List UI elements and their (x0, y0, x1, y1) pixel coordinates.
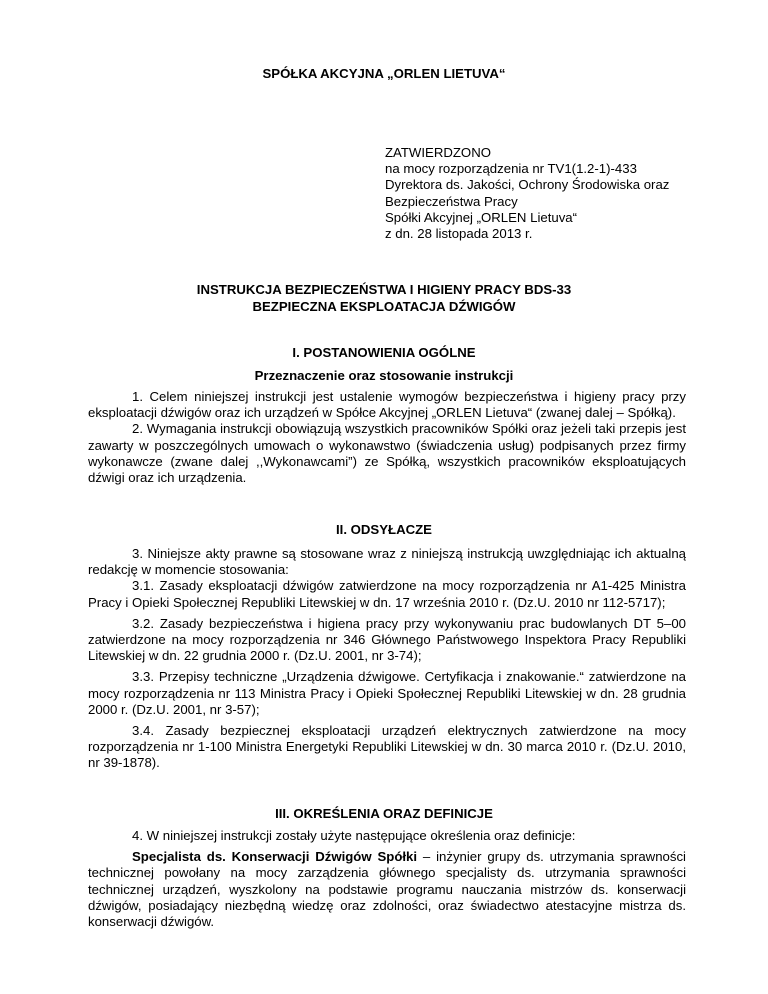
definition-term: Specjalista ds. Konserwacji Dźwigów Spółki (132, 849, 418, 865)
approval-line: ZATWIERDZONO (385, 145, 491, 160)
paragraph-3: 3. Niniejsze akty prawne są stosowane wraz z niniejszą instrukcją uwzględniając ich aktualną redakcję w momencie stosowania: (88, 546, 686, 578)
approval-line: Dyrektora ds. Jakości, Ochrony Środowiska oraz (385, 177, 670, 193)
definition-text: – inżynier grupy ds. utrzymania sprawności technicznej powołany na mocy zarządzenia głównego specjalisty ds. utrzymania sprawności technicznej urządzeń, wyszkolony na podstawie programu nauczania mistrzów ds. konserwacji dźwigów, posiadający niezbędną wiedzę oraz zdolności, oraz świadectwo atestacyjne mistrza ds. konserwacji dźwigów. (88, 849, 686, 930)
approval-line: na mocy rozporządzenia nr TV1(1.2-1)-433 (385, 161, 637, 177)
section-2-body (88, 546, 686, 772)
approval-line: Spółki Akcyjnej „ORLEN Lietuva“ (385, 209, 578, 225)
paragraph-3-4: 3.4. Zasady bezpiecznej eksploatacji urządzeń elektrycznych zatwierdzone na mocy rozporządzenia nr 1-100 Ministra Energetyki Republiki Litewskiej w dn. 30 marca 2010 r. (Dz.U. 2010, nr 39-1878). (88, 723, 686, 771)
title-line-2: BEZPIECZNA EKSPLOATACJA DŹWIGÓW (252, 298, 516, 314)
paragraph-2: 2. Wymagania instrukcji obowiązują wszystkich pracowników Spółki oraz jeżeli taki przepis jest zawarty w poszczególnych umowach o wykonawstwo (świadczenia usług) podpisanych przez firmy wykonawcze (zwane dalej ,,Wykonawcami”) ze Spółką, wszystkich pracowników eksploatujących dźwigi oraz ich urządzenia. (88, 421, 686, 486)
title-line-1: INSTRUKCJA BEZPIECZEŃSTWA I HIGIENY PRACY BDS-33 (196, 282, 572, 297)
definition-paragraph (88, 849, 686, 930)
paragraph-3-3: 3.3. Przepisy techniczne „Urządzenia dźwigowe. Certyfikacja i znakowanie.“ zatwierdzone na mocy rozporządzenia nr 113 Ministra Pracy i Opieki Społecznej Republiki Litewskiej w dn. 28 grudnia 2000 r. (Dz.U. 2001, nr 3-57); (88, 669, 686, 717)
document-title (0, 282, 768, 315)
paragraph-3-1: 3.1. Zasady eksploatacji dźwigów zatwierdzone na mocy rozporządzenia nr A1-425 Ministra Pracy i Opieki Społecznej Republiki Litewskiej w dn. 17 września 2010 r. (Dz.U. 2010 nr 112-5717); (88, 578, 686, 610)
section-1-heading: I. POSTANOWIENIA OGÓLNE (292, 345, 476, 360)
approval-block (385, 145, 725, 242)
approval-line: Bezpieczeństwa Pracy (385, 193, 518, 209)
section-3-heading: III. OKREŚLENIA ORAZ DEFINICJE (275, 806, 493, 821)
paragraph-3-2: 3.2. Zasady bezpieczeństwa i higiena pracy przy wykonywaniu prac budowlanych DT 5–00 zatwierdzone na mocy rozporządzenia nr 346 Głównego Państwowego Inspektora Pracy Republiki Litewskiej w dn. 22 grudnia 2000 r. (Dz.U. 2001, nr 3-74); (88, 615, 686, 664)
section-2-heading: II. ODSYŁACZE (336, 522, 432, 537)
company-name: SPÓŁKA AKCYJNA „ORLEN LIETUVA“ (262, 66, 506, 81)
paragraph-4: 4. W niniejszej instrukcji zostały użyte następujące określenia oraz definicje: (132, 828, 576, 843)
section-1-body (88, 389, 686, 486)
section-1-subheading: Przeznaczenie oraz stosowanie instrukcji (254, 368, 514, 383)
section-3-body (88, 828, 686, 930)
paragraph-1: 1. Celem niniejszej instrukcji jest ustalenie wymogów bezpieczeństwa i higieny pracy przy eksploatacji dźwigów oraz ich urządzeń w Spółce Akcyjnej „ORLEN Lietuva“ (zwanej dalej – Spółką). (88, 389, 686, 421)
approval-line: z dn. 28 listopada 2013 r. (385, 226, 533, 242)
